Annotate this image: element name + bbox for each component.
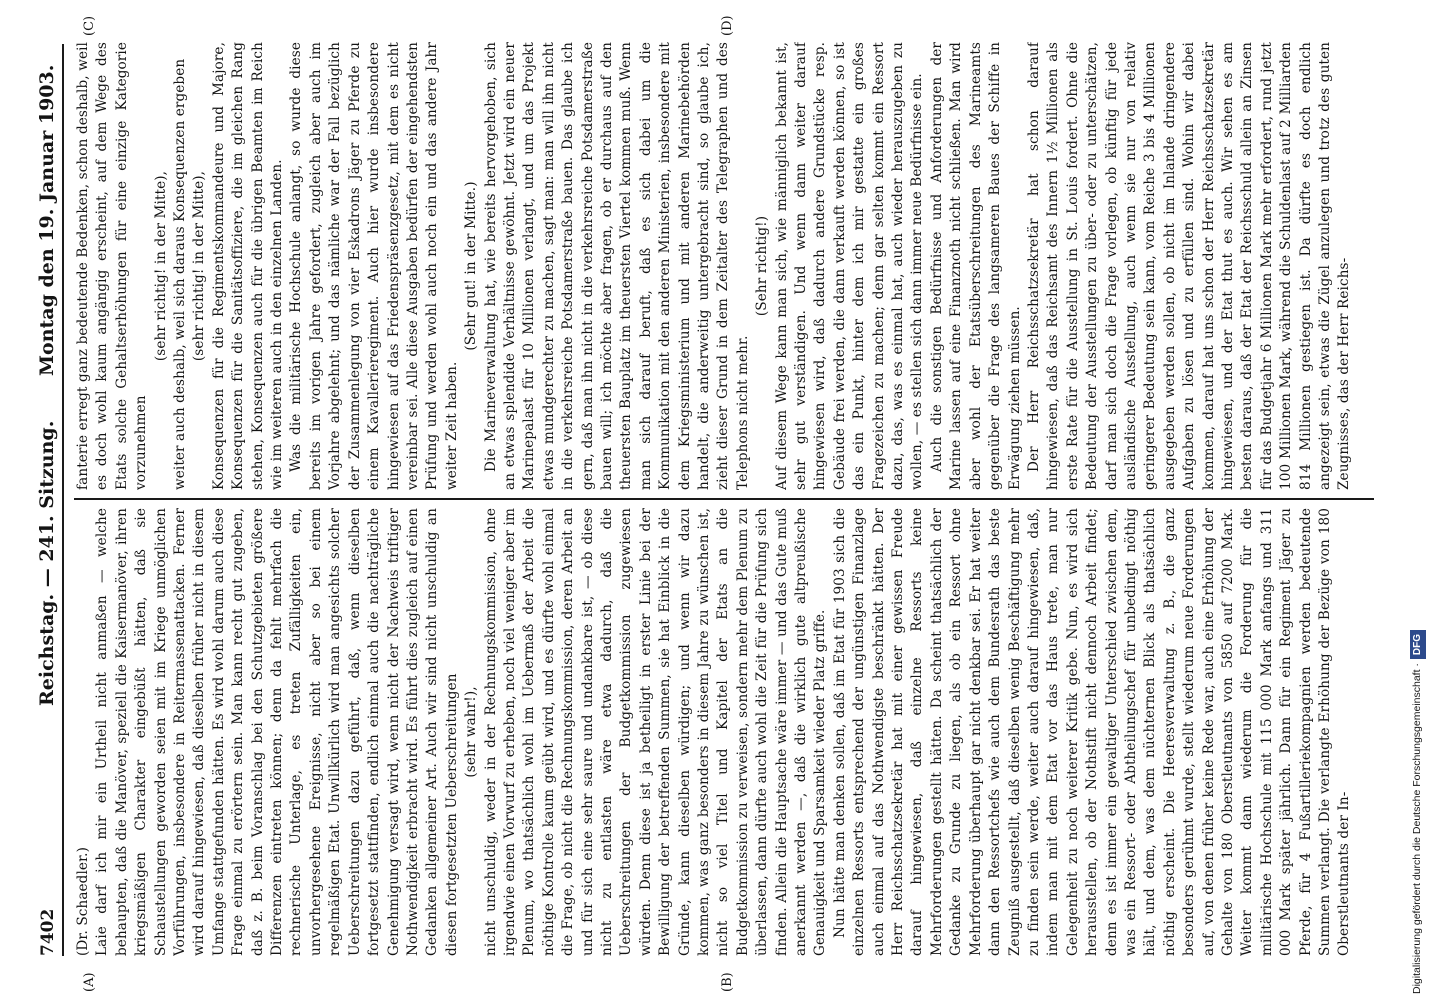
column-divider <box>74 498 1374 500</box>
margin-marker-b: (B) <box>720 972 735 992</box>
margin-marker-c: (C) <box>82 15 97 36</box>
header-date: Montag den 19. Januar 1903. <box>36 64 58 376</box>
right-paragraph-6: Auf diesem Wege kann man sich, wie männiglich bekannt ist, sehr gut verständigen. Und wenn dann weiter darauf hingewiesen wird, daß dadurch andere Grundstücke resp. Gebäude frei werden, die dann verkauft werden können, so ist das ein Punkt, hinter dem ich mir gestatte ein großes Fragezeichen zu machen; denn gar selten kommt ein Ressort dazu, das, was es einmal hat, auch wieder herauszugeben zu wollen, — es stellen sich dann immer neue Bedürfnisse ein. <box>773 42 926 490</box>
digitization-credit-text: Digitalisierung gefördert durch die Deutsche Forschungsgemeinschaft · <box>1411 663 1423 994</box>
margin-marker-a: (A) <box>82 972 97 992</box>
right-interjection-2: (sehr richtig! in der Mitte), <box>191 170 208 362</box>
page-header <box>32 46 62 956</box>
left-paragraph-1: Laie darf ich mir ein Urtheil nicht anmaßen — welche behaupten, daß die Manöver, speziell die Kaisermanöver, ihren kriegsmäßigen Charakter eingebüßt hätten, daß sie Schaustellungen geworden seien mit im Kriege unmöglichen Vorführungen, insbesondere in Reitermassenattacken. Ferner wird darauf hingewiesen, daß dieselben früher nicht in diesem Umfange stattgefunden hätten. Es wird wohl darum auch diese Frage einmal zu erörtern sein. Man kann recht gut zugeben, daß z. B. beim Voranschlag bei den Schutzgebieten größere Differenzen eintreten können; denn da fehlt mehrfach die rechnerische Unterlage, es treten Zufälligkeiten ein, unvorhergesehene Ereignisse, nicht aber so bei einem regelmäßigen Etat. Unwillkürlich wird man angesichts solcher Ueberschreitungen dazu geführt, daß, wenn dieselben fortgesetzt stattfinden, endlich einmal auch die nachträgliche Genehmigung versagt wird, wenn nicht der Nachweis triftiger Nothwendigkeit erbracht wird. Es führt dies zugleich auf einen Gedanken allgemeiner Art. Auch wir sind nicht unschuldig an diesen fortgesetzten Ueberschreitungen <box>94 508 460 956</box>
header-rule <box>62 44 64 956</box>
right-paragraph-2: weiter auch deshalb, weil sich daraus Konsequenzen ergeben <box>172 58 189 490</box>
right-paragraph-4: Was die militärische Hochschule anlangt, so wurde diese bereits im vorigen Jahre gefordert, zugleich aber auch im Vorjahre abgelehnt; und das nämliche war der Fall bezüglich der Zusammenlegung von vier Eskadrons Jäger zu Pferde zu einem Kavallerieregiment. Auch hier wurde insbesondere hingewiesen auf das Friedenspräsenzgesetz, mit dem es nicht vereinbar sei. Alle diese Ausgaben bedürfen der eingehendsten Prüfung und werden wohl auch noch ein und das andere Jahr weiter Zeit haben. <box>288 42 460 490</box>
speaker-label: (Dr. Schaedler.) <box>75 846 91 956</box>
right-paragraph-1: fanterie erregt ganz bedeutende Bedenken, schon deshalb, weil es doch wohl kaum angängig erscheint, auf dem Wege des Etats solche Gehaltserhöhungen für eine einzige Kategorie vorzunehmen <box>75 42 150 490</box>
right-paragraph-5: Die Marineverwaltung hat, wie bereits hervorgehoben, sich an etwas splendide Verhältnisse gewöhnt. Jetzt wird ein neuer Marinepalast für 10 Millionen verlangt, und um das Projekt etwas mundgerechter zu machen, sagt man: man will ihn nicht in die verkehrsreiche Potsdamerstraße bauen. Das glaube ich gern, daß man ihn nicht in die verkehrsreiche Potsdamerstraße bauen will; ich möchte aber fragen, ob er durchaus auf den theuersten Bauplatz im theuersten Viertel kommen muß. Wenn man sich darauf beruft, daß es sich dabei um die Kommunikation mit den anderen Ministerien, insbesondere mit dem Kriegsministerium und mit anderen Marinebehörden handelt, die anderweitig untergebracht sind, so glaube ich, zieht dieser Grund in dem Zeitalter des Telegraphen und des Telephons nicht mehr. <box>482 42 751 490</box>
page-number: 7402 <box>38 908 58 956</box>
right-column <box>74 42 1374 490</box>
digitization-credit-line <box>1406 6 1428 994</box>
right-paragraph-7: Auch die sonstigen Bedürfnisse und Anforderungen der Marine lassen auf eine Finanznoth nicht schließen. Man wird aber wohl der Etatsüberschreitungen des Marineamts gegenüber die Frage des langsameren Baues der Schiffe in Erwägung ziehen müssen. <box>928 42 1023 490</box>
digitization-credit <box>1406 6 1428 994</box>
header-title: Reichstag. — 241. Sitzung. <box>36 420 58 706</box>
right-paragraph-8: Der Herr Reichsschatzsekretär hat schon darauf hingewiesen, daß das Reichsamt des Innern 1½ Millionen als erste Rate für die Ausstellung in St. Louis fordert. Ohne die Bedeutung der Ausstellungen zu über- oder zu unterschätzen, darf man sich doch die Frage vorlegen, ob künftig für jede ausländische Ausstellung, auch wenn sie nur von relativ geringerer Bedeutung sein kann, vom Reiche 3 bis 4 Millionen ausgegeben werden sollen, ob nicht im Inlande dringendere Aufgaben zu lösen und zu erfüllen sind. Wohin wir dabei kommen, darauf hat uns schon der Herr Reichsschatzsekretär hingewiesen, und der Etat thut es auch. Wir sehen es am besten daraus, daß der Etat der Reichsschuld allein an Zinsen für das Budgetjahr 6 Millionen Mark mehr erfordert, rund jetzt 100 Millionen Mark, während die Schuldenlast auf 2 Milliarden 814 Millionen gestiegen ist. Da dürfte es doch endlich angezeigt sein, etwas die Zügel anzulegen und trotz des guten Zeugnisses, das der Herr Reichs- <box>1025 42 1353 490</box>
dfg-logo: DFG <box>1410 630 1426 659</box>
margin-marker-d: (D) <box>720 15 735 36</box>
left-column <box>74 508 1374 956</box>
right-interjection-4: (Sehr richtig!) <box>754 215 771 317</box>
right-interjection-3: (Sehr gut! in der Mitte.) <box>463 181 480 351</box>
left-interjection-1: (sehr wahr!), <box>463 686 480 778</box>
left-paragraph-3: Nun hätte man denken sollen, daß im Etat für 1903 sich die einzelnen Ressorts entsprechend der ungünstigen Finanzlage auch einmal auf das Nothwendigste beschränkt hätten. Der Herr Reichsschatzsekretär hat mit einer gewissen Freude darauf hingewiesen, daß einzelne Ressorts keine Mehrforderungen gestellt hätten. Da scheint thatsächlich der Gedanke zu Grunde zu liegen, als ob ein Ressort ohne Mehrforderung überhaupt gar nicht denkbar sei. Er hat weiter dann den Ressortchefs wie auch dem Bundesrath das beste Zeugniß ausgestellt, daß dieselben wenig Beschäftigung mehr zu finden sein werde, weiter auch darauf hingewiesen, daß, indem man mit dem Etat vor das Haus trete, man nur Gelegenheit zu noch weiterer Kritik gebe. Nun, es wird sich herausstellen, ob der Nothstift nicht dennoch Arbeit findet; denn es ist immer ein gewaltiger Unterschied zwischen dem, was ein Ressort- oder Abtheilungschef für unbedingt nöthig hält, und dem, was dem nüchternen Blick als thatsächlich nöthig erscheint. Die Heeresverwaltung z. B., die ganz besonders gerühmt wurde, stellt wiederum neue Forderungen auf, von denen früher keine Rede war, auch eine Erhöhung der Gehalte von 180 Oberstleutnants von 5850 auf 7200 Mark. Weiter kommt dann wiederum die Forderung für die militärische Hochschule mit 115 000 Mark anfangs und 311 000 Mark später jährlich. Dann für ein Regiment Jäger zu Pferde, für 4 Fußartilleriekompagnien werden bedeutende Summen verlangt. Die verlangte Erhöhung der Bezüge von 180 Oberstleutnants der In- <box>831 508 1353 956</box>
right-interjection-1: (sehr richtig! in der Mitte), <box>152 170 169 362</box>
left-paragraph-2: nicht unschuldig, weder in der Rechnungskommission, ohne irgendwie einen Vorwurf zu erheben, noch viel weniger aber im Plenum, wo thatsächlich wohl im Uebermaß der Arbeit die nöthige Kontrolle kaum geübt wird, und es dürfte wohl einmal die Frage, ob nicht die Rechnungskommission, deren Arbeit an und für sich eine sehr saure und undankbare ist, — ob diese nicht zu entlasten wäre etwa dadurch, daß die Ueberschreitungen der Budgetkommission zugewiesen würden. Denn diese ist ja betheiligt in erster Linie bei der Bewilligung der betreffenden Summen, sie hat Einblick in die Gründe, kann dieselben würdigen; und wenn wir dazu kommen, was ganz besonders in diesem Jahre zu wünschen ist, nicht so viel Titel und Kapitel der Etats an die Budgetkommission zu verweisen, sondern mehr dem Plenum zu überlassen, dann dürfte auch wohl die Zeit für die Prüfung sich finden. Allein die Hauptsache wäre immer — und das Gute muß anerkannt werden —, daß die wirklich gute altpreußische Genauigkeit und Sparsamkeit wieder Platz griffe. <box>482 508 829 956</box>
right-paragraph-3: Konsequenzen für die Regimentskommandeure und Majore, Konsequenzen für die Sanitätsoffiziere, die im gleichen Rang stehen, Konsequenzen auch für die übrigen Beamten im Reich wie im weiteren auch in den einzelnen Landen. <box>210 42 286 490</box>
